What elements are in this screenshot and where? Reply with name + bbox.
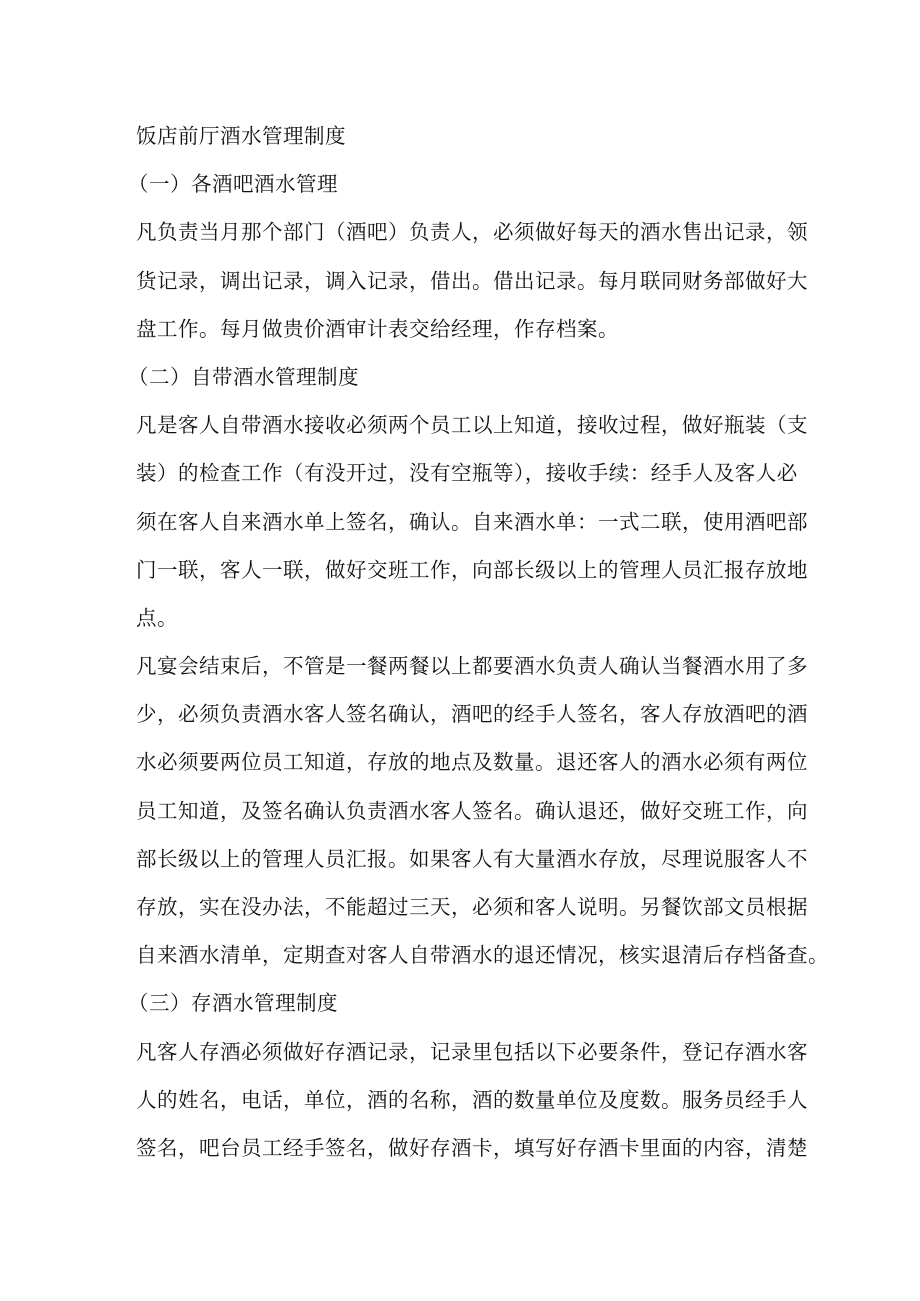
text-line: 须在客人自来酒水单上签名，确认。自来酒水单：一式二联，使用酒吧部 [136, 509, 808, 534]
text-line: 门一联，客人一联，做好交班工作，向部长级以上的管理人员汇报存放地 [136, 557, 808, 582]
section-heading: （一）各酒吧酒水管理 [128, 172, 338, 197]
document-title: 饭店前厅酒水管理制度 [136, 124, 346, 148]
text-line: 货记录，调出记录，调入记录，借出。借出记录。每月联同财务部做好大 [136, 268, 808, 293]
text-line: 人的姓名，电话，单位，酒的名称，酒的数量单位及度数。服务员经手人 [136, 1087, 808, 1112]
text-line: 凡客人存酒必须做好存酒记录，记录里包括以下必要条件，登记存酒水客 [136, 1039, 808, 1064]
text-line: 存放，实在没办法，不能超过三天，必须和客人说明。另餐饮部文员根据 [136, 895, 808, 919]
text-line: 水必须要两位员工知道，存放的地点及数量。退还客人的酒水必须有两位 [136, 750, 808, 775]
text-line: 凡宴会结束后，不管是一餐两餐以上都要酒水负责人确认当餐酒水用了多 [136, 654, 808, 679]
text-line: 自来酒水清单，定期查对客人自带酒水的退还情况，核实退清后存档备查。 [136, 943, 829, 968]
text-line: 盘工作。每月做贵价酒审计表交给经理，作存档案。 [136, 316, 619, 341]
text-line: 凡负责当月那个部门（酒吧）负责人，必须做好每天的酒水售出记录，领 [136, 220, 808, 245]
text-line: 点。 [136, 605, 178, 630]
text-line: 装）的检查工作（有没开过，没有空瓶等），接收手续：经手人及客人必 [136, 461, 798, 486]
section-heading: （三）存酒水管理制度 [128, 991, 338, 1016]
text-line: 部长级以上的管理人员汇报。如果客人有大量酒水存放，尽理说服客人不 [136, 846, 808, 871]
text-line: 凡是客人自带酒水接收必须两个员工以上知道，接收过程，做好瓶装（支 [136, 413, 808, 438]
text-line: 签名，吧台员工经手签名，做好存酒卡，填写好存酒卡里面的内容，清楚 [136, 1135, 808, 1160]
section-heading: （二）自带酒水管理制度 [128, 364, 359, 389]
text-line: 员工知道，及签名确认负责酒水客人签名。确认退还，做好交班工作，向 [136, 798, 808, 823]
text-line: 少，必须负责酒水客人签名确认，酒吧的经手人签名，客人存放酒吧的酒 [136, 702, 808, 727]
document-page [128, 112, 829, 1172]
